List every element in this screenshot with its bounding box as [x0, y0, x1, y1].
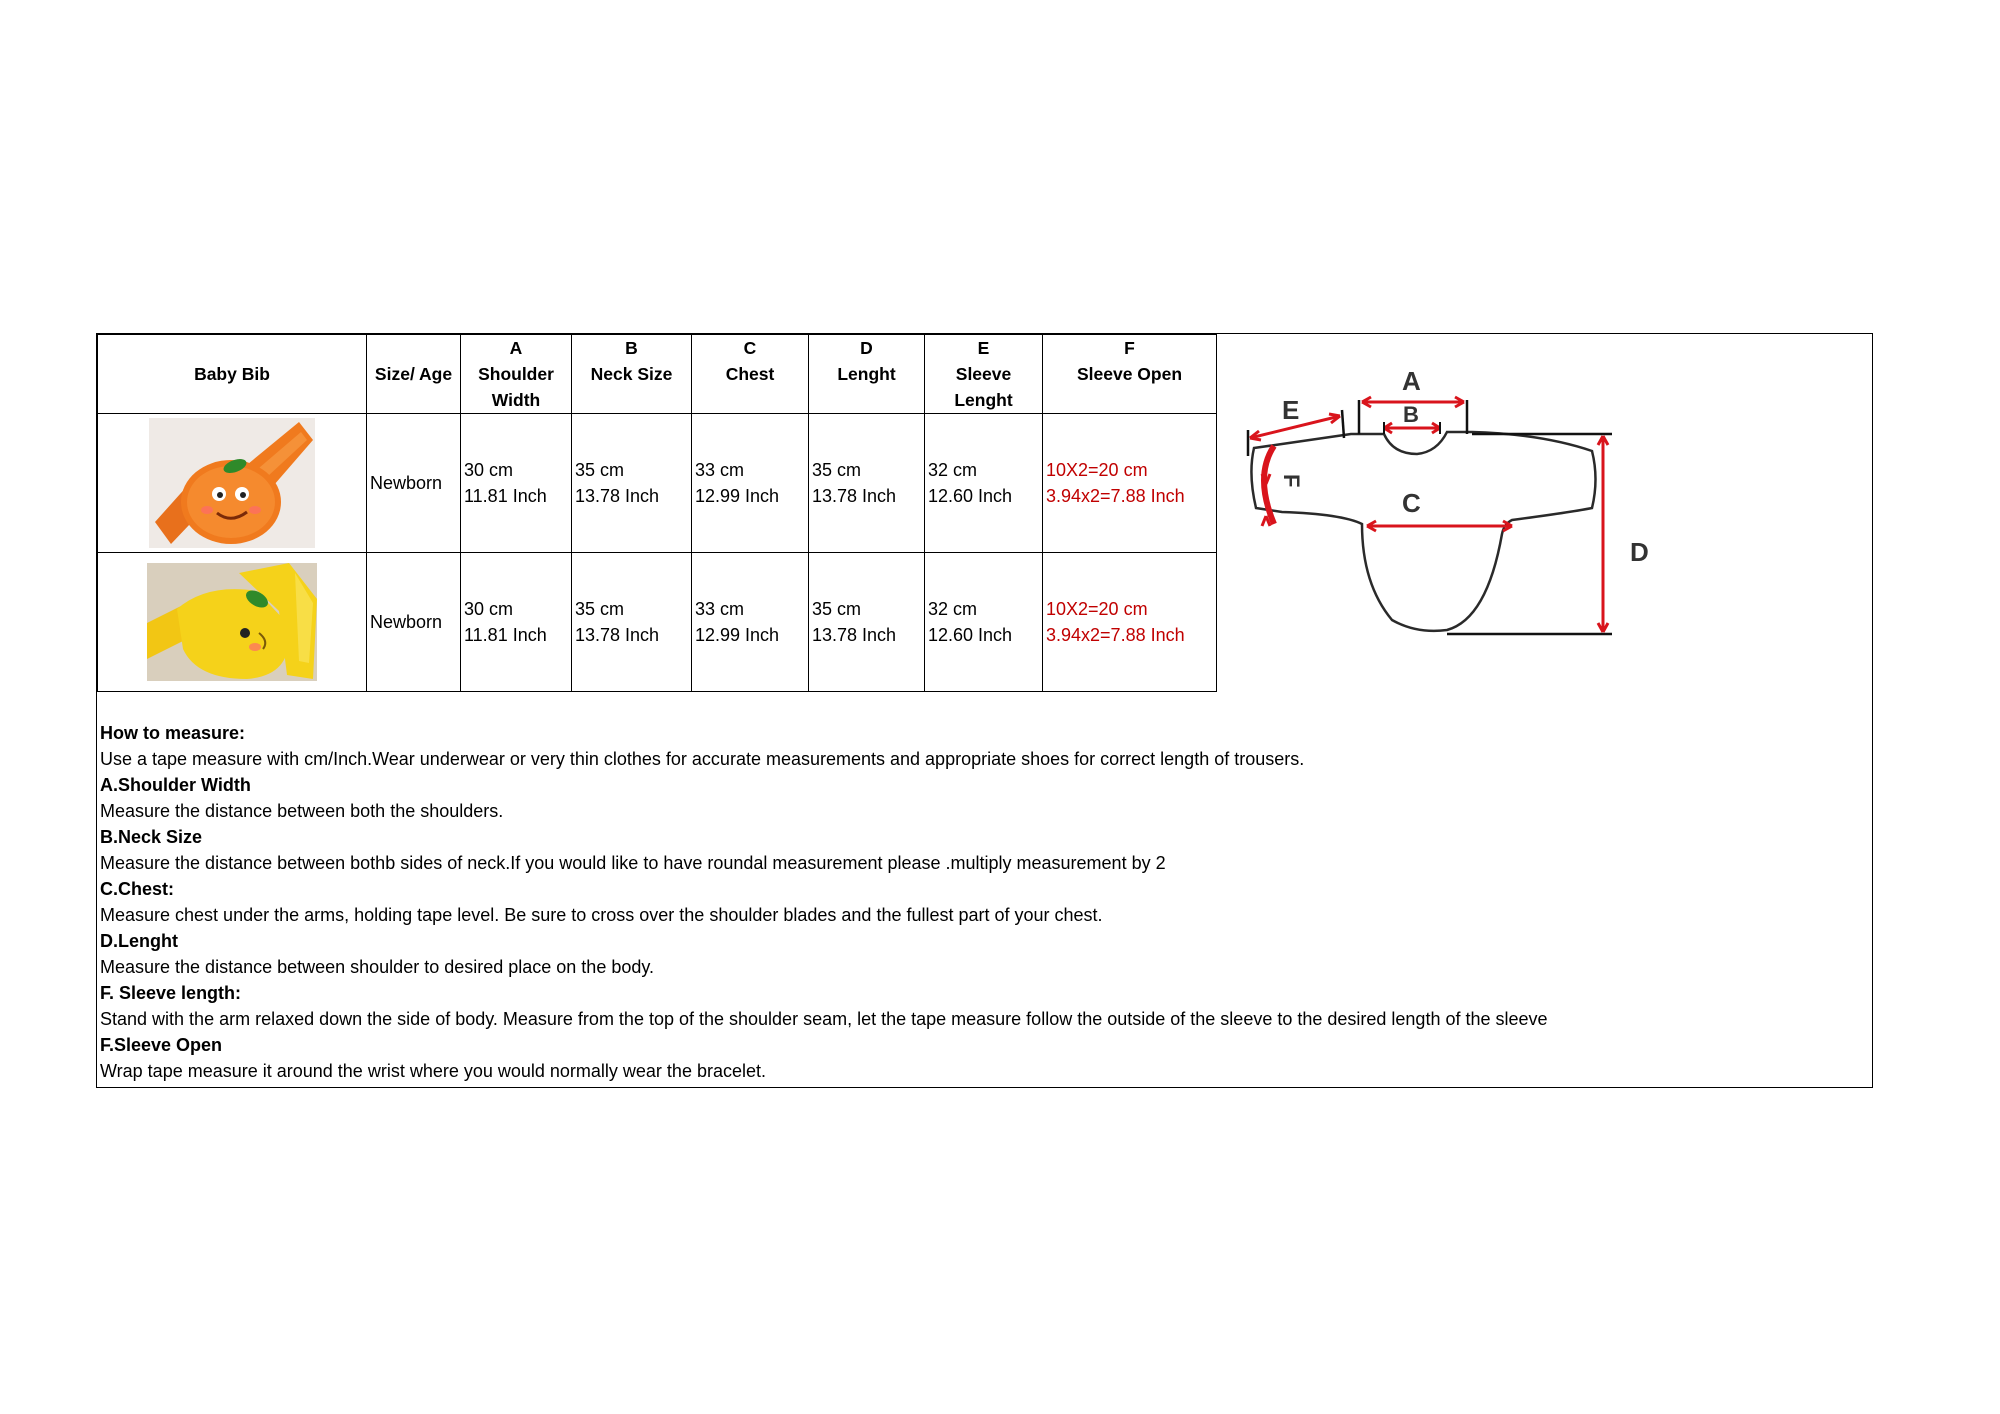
inch-value: 12.99 Inch: [695, 625, 780, 645]
bib-outline: [1251, 432, 1595, 631]
product-cell: [98, 553, 367, 692]
header-letter: A: [509, 338, 523, 358]
cm-value: 35 cm: [575, 599, 625, 619]
inch-value: 13.78 Inch: [575, 486, 660, 506]
label-e: E: [1282, 395, 1300, 425]
cm-value: 32 cm: [928, 599, 978, 619]
section-text: Measure the distance between shoulder to desired place on the body.: [100, 957, 655, 977]
section-title: C.Chest:: [100, 879, 175, 899]
how-to-measure-section: [100, 720, 1870, 1084]
cm-value: 10X2=20 cm: [1046, 460, 1148, 480]
inch-value: 13.78 Inch: [812, 486, 897, 506]
header-col-d: [809, 335, 925, 414]
sleeve-length-cell: [925, 414, 1043, 553]
label-b: B: [1403, 402, 1419, 427]
section-title: B.Neck Size: [100, 827, 203, 847]
header-col-c: [692, 335, 809, 414]
cm-value: 10X2=20 cm: [1046, 599, 1148, 619]
length-cell: [809, 553, 925, 692]
header-label: [809, 387, 924, 413]
header-row: [98, 335, 1217, 414]
section-title: F. Sleeve length:: [100, 983, 242, 1003]
cm-value: 30 cm: [464, 599, 514, 619]
header-col-e: [925, 335, 1043, 414]
header-label: Lenght: [954, 390, 1013, 410]
size-table: [97, 334, 1217, 692]
size-cell: Newborn: [367, 553, 461, 692]
label-f: F: [1279, 474, 1304, 488]
label-c: C: [1402, 488, 1421, 518]
sleeve-open-cell: [1043, 553, 1217, 692]
table-row: [98, 553, 1217, 692]
sleeve-length-cell: [925, 553, 1043, 692]
neck-size-cell: [572, 414, 692, 553]
header-label: Width: [491, 390, 541, 410]
cm-value: 35 cm: [812, 460, 862, 480]
section-title: How to measure:: [100, 723, 246, 743]
cm-value: 35 cm: [812, 599, 862, 619]
inch-value: 11.81 Inch: [464, 625, 547, 645]
header-label: [572, 387, 691, 413]
yellow-bib-photo: [147, 563, 317, 681]
shoulder-width-cell: [461, 414, 572, 553]
header-col-a: [461, 335, 572, 414]
length-cell: [809, 414, 925, 553]
section-text: Measure chest under the arms, holding tape level. Be sure to cross over the shoulder blades and the fullest part of your chest.: [100, 905, 1103, 925]
header-label: [692, 387, 808, 413]
inch-value: 12.60 Inch: [928, 625, 1013, 645]
section-title: A.Shoulder Width: [100, 775, 251, 795]
section-title: F.Sleeve Open: [100, 1035, 223, 1055]
measurement-diagram: [1212, 334, 1872, 690]
size-cell: Newborn: [367, 414, 461, 553]
chest-cell: [692, 414, 809, 553]
section-text: Stand with the arm relaxed down the side of body. Measure from the top of the shoulder seam, let the tape measure follow the outside of the sleeve to the desired length of the sleeve: [100, 1009, 1548, 1029]
size-chart-sheet: [96, 333, 1873, 1088]
inch-value: 12.60 Inch: [928, 486, 1013, 506]
header-letter: D: [860, 338, 873, 358]
header-letter: C: [743, 338, 757, 358]
cm-value: 30 cm: [464, 460, 514, 480]
header-label: Shoulder: [478, 364, 554, 384]
cm-value: 35 cm: [575, 460, 625, 480]
label-a: A: [1402, 366, 1421, 396]
shoulder-width-cell: [461, 553, 572, 692]
header-label: Neck Size: [590, 364, 673, 384]
product-cell: [98, 414, 367, 553]
sleeve-open-cell: [1043, 414, 1217, 553]
inch-value: 13.78 Inch: [812, 625, 897, 645]
cm-value: 32 cm: [928, 460, 978, 480]
neck-size-cell: [572, 553, 692, 692]
section-title: D.Lenght: [100, 931, 178, 951]
inch-value: 12.99 Inch: [695, 486, 780, 506]
section-text: Measure the distance between bothb sides of neck.If you would like to have roundal measurement please .multiply measurement by 2: [100, 853, 1166, 873]
chest-cell: [692, 553, 809, 692]
section-text: Use a tape measure with cm/Inch.Wear underwear or very thin clothes for accurate measurements and appropriate shoes for correct length of trousers.: [100, 749, 1305, 769]
label-d: D: [1630, 537, 1649, 567]
header-col-f: [1043, 335, 1217, 414]
header-label: Chest: [725, 364, 775, 384]
header-label: Sleeve Open: [1076, 364, 1183, 384]
header-baby-bib: Baby Bib: [98, 335, 367, 414]
header-label: [1043, 387, 1216, 413]
header-label: Lenght: [837, 364, 896, 384]
inch-value: 3.94x2=7.88 Inch: [1046, 486, 1185, 506]
table-row: [98, 414, 1217, 553]
inch-value: 11.81 Inch: [464, 486, 547, 506]
header-letter: B: [625, 338, 638, 358]
header-size-age: Size/ Age: [367, 335, 461, 414]
inch-value: 3.94x2=7.88 Inch: [1046, 625, 1185, 645]
section-text: Wrap tape measure it around the wrist where you would normally wear the bracelet.: [100, 1061, 766, 1081]
section-text: Measure the distance between both the shoulders.: [100, 801, 504, 821]
cm-value: 33 cm: [695, 599, 745, 619]
header-letter: E: [977, 338, 990, 358]
header-col-b: [572, 335, 692, 414]
inch-value: 13.78 Inch: [575, 625, 660, 645]
orange-bib-photo: [149, 418, 315, 548]
header-letter: F: [1124, 338, 1135, 358]
cm-value: 33 cm: [695, 460, 745, 480]
header-label: Sleeve: [955, 364, 1012, 384]
